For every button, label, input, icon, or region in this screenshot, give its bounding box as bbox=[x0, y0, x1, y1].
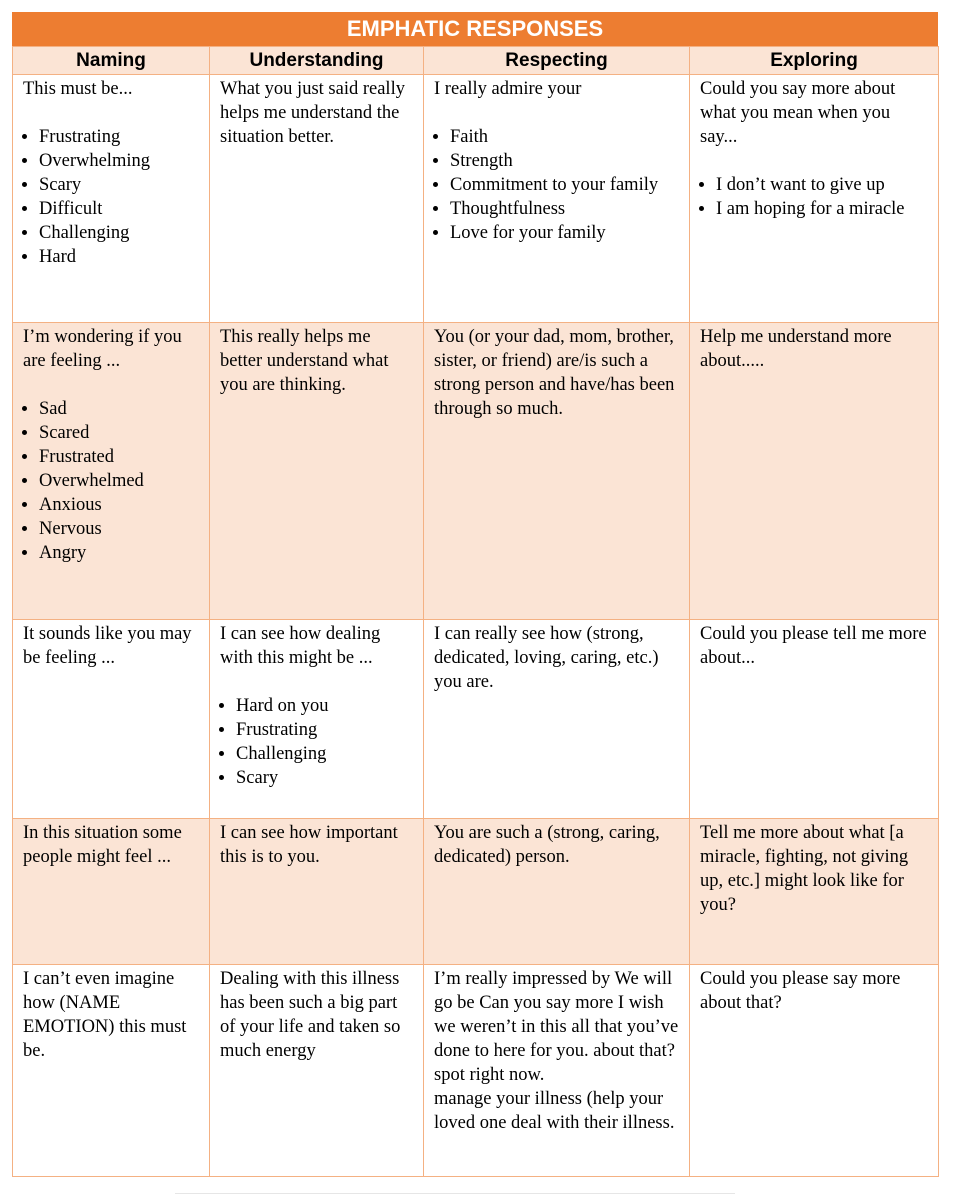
cell-text: This really helps me better understand what you are thinking. bbox=[220, 327, 389, 395]
header-naming: Naming bbox=[13, 47, 210, 75]
list-item: • Commitment to your family bbox=[450, 173, 681, 197]
list-item: • Difficult bbox=[39, 197, 201, 221]
cell-text: What you just said really helps me understand the situation better. bbox=[220, 79, 405, 147]
header-exploring: Exploring bbox=[690, 47, 939, 75]
cell-text: Tell me more about what [a miracle, fighting, not giving up, etc.] might look like for you? bbox=[700, 823, 909, 915]
cell-text: Could you please tell me more about... bbox=[700, 624, 927, 668]
list-item: • Love for your family bbox=[450, 221, 681, 245]
list-item: • Scary bbox=[236, 766, 415, 790]
header-understanding: Understanding bbox=[210, 47, 424, 75]
list-item: • Overwhelmed bbox=[39, 469, 201, 493]
cell-understanding bbox=[210, 965, 424, 1177]
cell-understanding bbox=[210, 75, 424, 323]
cell-text: Could you please say more about that? bbox=[700, 969, 901, 1013]
cell-naming bbox=[13, 819, 210, 965]
bullet-list bbox=[434, 125, 681, 245]
header-row bbox=[13, 47, 939, 75]
cell-respecting bbox=[424, 75, 690, 323]
table-row bbox=[13, 620, 939, 819]
cell-exploring bbox=[690, 323, 939, 620]
list-item: • Angry bbox=[39, 541, 201, 565]
bullet-list bbox=[23, 397, 201, 565]
list-item: • Hard on you bbox=[236, 694, 415, 718]
bullet-list bbox=[23, 125, 201, 269]
cell-exploring bbox=[690, 819, 939, 965]
list-item: • Hard bbox=[39, 245, 201, 269]
list-item: • Nervous bbox=[39, 517, 201, 541]
cell-exploring bbox=[690, 620, 939, 819]
list-item: • Thoughtfulness bbox=[450, 197, 681, 221]
cell-respecting bbox=[424, 620, 690, 819]
list-item: • Strength bbox=[450, 149, 681, 173]
cell-text-continued: manage your illness (help your loved one deal with their illness. bbox=[434, 1089, 675, 1133]
cell-text: I’m wondering if you are feeling ... bbox=[23, 327, 182, 371]
cell-understanding bbox=[210, 819, 424, 965]
cell-text: You are such a (strong, caring, dedicated) person. bbox=[434, 823, 660, 867]
bullet-list bbox=[700, 173, 930, 221]
list-item: • Scared bbox=[39, 421, 201, 445]
list-item: • Frustrated bbox=[39, 445, 201, 469]
list-item: • I am hoping for a miracle bbox=[716, 197, 930, 221]
table-row bbox=[13, 965, 939, 1177]
cell-naming bbox=[13, 620, 210, 819]
cell-respecting bbox=[424, 323, 690, 620]
cell-text: It sounds like you may be feeling ... bbox=[23, 624, 192, 668]
cell-text: I’m really impressed by We will go be Can you say more I wish we weren’t in this all that you’ve done to here for you. about that? spot right now. bbox=[434, 969, 679, 1085]
list-item: • Challenging bbox=[39, 221, 201, 245]
list-item: • Sad bbox=[39, 397, 201, 421]
list-item: • Frustrating bbox=[236, 718, 415, 742]
list-item: • Anxious bbox=[39, 493, 201, 517]
list-item: • Overwhelming bbox=[39, 149, 201, 173]
cell-understanding bbox=[210, 323, 424, 620]
cell-respecting bbox=[424, 819, 690, 965]
list-item: • Scary bbox=[39, 173, 201, 197]
emphatic-responses-document bbox=[12, 12, 938, 1177]
table-row bbox=[13, 323, 939, 620]
bullet-list bbox=[220, 694, 415, 790]
list-item: • I don’t want to give up bbox=[716, 173, 930, 197]
cell-text: I can see how important this is to you. bbox=[220, 823, 398, 867]
cell-text: Dealing with this illness has been such a big part of your life and taken so much energy bbox=[220, 969, 401, 1061]
cell-text: I can really see how (strong, dedicated, loving, caring, etc.) you are. bbox=[434, 624, 659, 692]
cell-understanding bbox=[210, 620, 424, 819]
cell-exploring bbox=[690, 75, 939, 323]
cell-text: This must be... bbox=[23, 79, 133, 99]
cell-exploring bbox=[690, 965, 939, 1177]
cell-text: I can’t even imagine how (NAME EMOTION) this must be. bbox=[23, 969, 187, 1061]
cell-naming bbox=[13, 965, 210, 1177]
list-item: • Frustrating bbox=[39, 125, 201, 149]
table-title: EMPHATIC RESPONSES bbox=[12, 12, 938, 46]
cell-naming bbox=[13, 323, 210, 620]
table-row bbox=[13, 819, 939, 965]
cell-text: In this situation some people might feel ... bbox=[23, 823, 182, 867]
table-row bbox=[13, 75, 939, 323]
responses-table bbox=[12, 46, 939, 1177]
list-item: • Challenging bbox=[236, 742, 415, 766]
cell-text: Could you say more about what you mean when you say... bbox=[700, 79, 896, 147]
cell-text: You (or your dad, mom, brother, sister, or friend) are/is such a strong person and have/has been through so much. bbox=[434, 327, 675, 419]
cell-naming bbox=[13, 75, 210, 323]
cell-text: I really admire your bbox=[434, 79, 582, 99]
cell-text: Help me understand more about..... bbox=[700, 327, 892, 371]
header-respecting: Respecting bbox=[424, 47, 690, 75]
cell-text: I can see how dealing with this might be ... bbox=[220, 624, 381, 668]
footer-divider bbox=[175, 1193, 735, 1194]
list-item: • Faith bbox=[450, 125, 681, 149]
cell-respecting bbox=[424, 965, 690, 1177]
